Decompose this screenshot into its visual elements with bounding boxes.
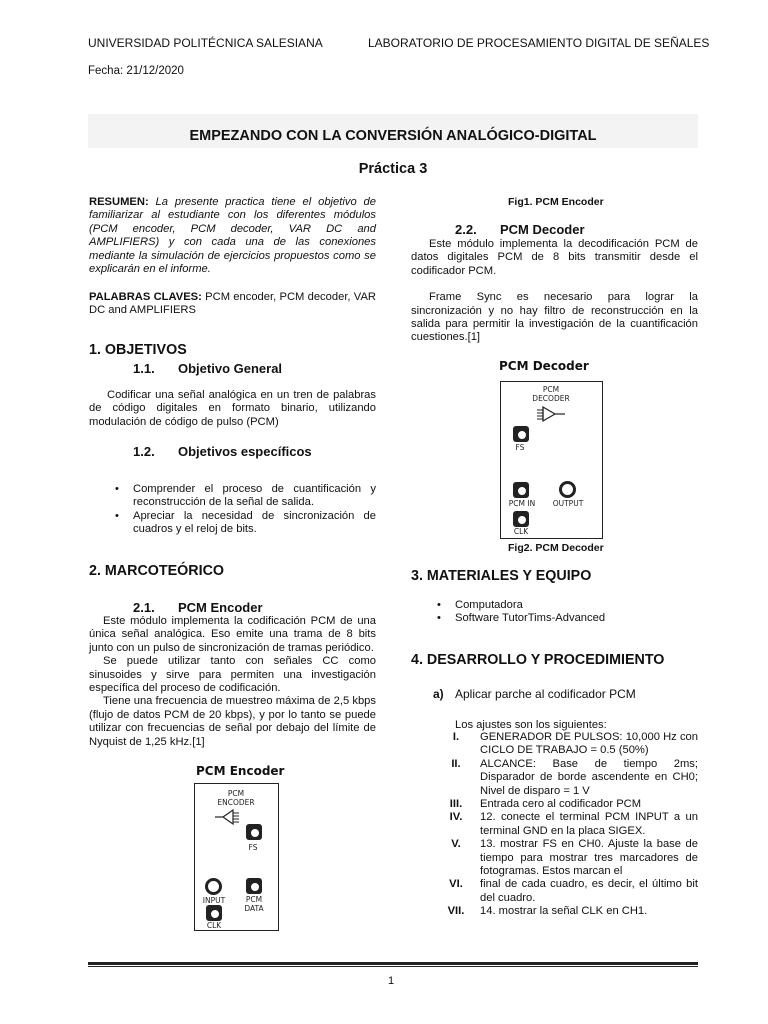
item-number: V. bbox=[451, 838, 461, 851]
item-text: 12. conecte el terminal PCM INPUT a un terminal GND en la placa SIGEX. bbox=[480, 811, 698, 837]
item-text: 14. mostrar la señal CLK en CH1. bbox=[480, 905, 648, 918]
specific-objectives-list bbox=[105, 483, 376, 537]
list-item: • Comprender el proceso de cuantificación y reconstrucción de la señal de salida. bbox=[105, 483, 376, 510]
encoder-paragraph-1: Este módulo implementa la codificación PCM de una única señal analógica. Eso emite una trama de 8 bits junto con un pulso de sincronización de tramas periódico. bbox=[89, 615, 376, 654]
encoder-name-line2: ENCODER bbox=[217, 797, 255, 807]
encoder-symbol-icon bbox=[215, 807, 249, 827]
keywords bbox=[89, 291, 376, 318]
item-number: IV. bbox=[449, 811, 463, 824]
section-1-heading: 1. OBJETIVOS bbox=[89, 342, 187, 358]
section-1-2-number: 1.2. bbox=[133, 444, 155, 459]
section-4-heading: 4. DESARROLLO Y PROCEDIMIENTO bbox=[411, 652, 665, 668]
encoder-figure-title: PCM Encoder bbox=[196, 764, 285, 778]
item-number: I. bbox=[452, 731, 460, 743]
decoder-pcm-in-socket bbox=[513, 482, 529, 498]
list-item bbox=[432, 905, 698, 918]
section-2-heading: 2. MARCOTEÓRICO bbox=[89, 563, 225, 579]
list-item bbox=[432, 758, 698, 798]
list-item: • Apreciar la necesidad de sincronización de cuadros y el reloj de bits. bbox=[105, 510, 376, 537]
encoder-paragraph-2: Se puede utilizar tanto con señales CC como sinusoides y sirve para permiten una investigación específica del proceso de codificación. bbox=[89, 655, 376, 695]
section-1-2-title: Objetivos específicos bbox=[178, 444, 312, 459]
step-a-label: a) bbox=[433, 687, 444, 701]
document-subtitle: Práctica 3 bbox=[358, 161, 428, 177]
section-2-2-heading bbox=[455, 223, 585, 236]
section-2-2-title: PCM Decoder bbox=[500, 222, 585, 237]
pcm-encoder-module bbox=[194, 783, 279, 931]
encoder-pcm-data-label bbox=[240, 896, 268, 913]
item-number: VII. bbox=[447, 905, 465, 918]
section-2-1-heading bbox=[133, 601, 263, 614]
date: Fecha: 21/12/2020 bbox=[88, 65, 184, 77]
header-lab: LABORATORIO DE PROCESAMIENTO DIGITAL DE SEÑALES bbox=[368, 36, 710, 50]
fig1-caption: Fig1. PCM Encoder bbox=[508, 196, 604, 208]
list-item bbox=[432, 878, 698, 905]
list-item: • Computadora bbox=[427, 599, 698, 612]
section-2-1-title: PCM Encoder bbox=[178, 600, 263, 615]
pcm-decoder-module bbox=[500, 381, 603, 539]
list-item bbox=[432, 731, 698, 758]
settings-list bbox=[432, 731, 698, 919]
list-item: • Software TutorTims-Advanced bbox=[427, 612, 698, 625]
item-text: 13. mostrar FS en CH0. Ajuste la base de tiempo para mostrar tres marcadores de fotogramas. Estos marcan el bbox=[480, 838, 698, 878]
footer-rule-thin bbox=[88, 966, 698, 967]
section-1-2-heading bbox=[133, 445, 312, 458]
encoder-description bbox=[89, 615, 376, 749]
list-item bbox=[432, 798, 698, 811]
fig2-caption: Fig2. PCM Decoder bbox=[508, 542, 604, 554]
item-number: VI. bbox=[449, 878, 463, 891]
section-2-2-number: 2.2. bbox=[455, 222, 477, 237]
encoder-name-line1: PCM bbox=[227, 789, 245, 798]
decoder-fs-socket bbox=[513, 426, 529, 442]
keywords-label: PALABRAS CLAVES: bbox=[89, 291, 202, 303]
objective-general-text: Codificar una señal analógica en un tren de palabras de código digitales en formato binario, utilizando modulación de código de pulso (PCM) bbox=[89, 389, 376, 428]
section-2-1-number: 2.1. bbox=[133, 600, 155, 615]
decoder-name-line1: PCM bbox=[542, 385, 560, 394]
decoder-description bbox=[411, 238, 698, 345]
decoder-name-line2: DECODER bbox=[532, 393, 570, 403]
section-1-1-heading bbox=[133, 362, 282, 375]
item-text: GENERADOR DE PULSOS: 10,000 Hz con CICLO DE TRABAJO = 0.5 (50%) bbox=[480, 731, 698, 757]
encoder-input-label: INPUT bbox=[202, 896, 226, 905]
decoder-paragraph-2: Frame Sync es necesario para lograr la sincronización y no hay filtro de reconstrucción en la salida para permitir la investigación de la cuantificación cuestiones.[1] bbox=[411, 291, 698, 344]
abstract bbox=[89, 196, 376, 276]
page-number: 1 bbox=[388, 975, 395, 987]
encoder-paragraph-3: Tiene una frecuencia de muestreo máxima de 2,5 kbps (flujo de datos PCM de 20 kbps), y por lo tanto se puede utilizar con frecuencias de señal por debajo del límite de Nyquist de 1,25 kHz.[1] bbox=[89, 695, 376, 748]
footer-rule-thick bbox=[88, 962, 698, 965]
settings-intro: Los ajustes son los siguientes: bbox=[455, 719, 607, 731]
item-number: III. bbox=[449, 798, 463, 811]
decoder-output-socket bbox=[559, 481, 576, 498]
decoder-clk-socket bbox=[513, 511, 529, 527]
list-item bbox=[432, 838, 698, 878]
document-title: EMPEZANDO CON LA CONVERSIÓN ANALÓGICO-DIGITAL bbox=[189, 128, 597, 144]
decoder-clk-label: CLK bbox=[513, 527, 529, 536]
step-a bbox=[433, 688, 636, 701]
decoder-figure-title: PCM Decoder bbox=[499, 359, 589, 373]
decoder-paragraph-1: Este módulo implementa la decodificación PCM de datos digitales PCM de 8 bits transmitir desde el codificador PCM. bbox=[411, 238, 698, 277]
abstract-text: La presente practica tiene el objetivo de familiarizar al estudiante con los diferentes módulos (PCM encoder, PCM decoder, VAR DC and AMPLIFIERS) y con cada una de las conexiones mediante la simulación de ejercicios propuestos como se explicarán en el informe. bbox=[89, 196, 376, 276]
section-3-heading: 3. MATERIALES Y EQUIPO bbox=[411, 568, 592, 584]
encoder-name-label bbox=[195, 790, 277, 807]
encoder-pcm-data-line1: PCM bbox=[245, 895, 263, 904]
encoder-pcm-data-line2: DATA bbox=[244, 903, 264, 913]
decoder-fs-label: FS bbox=[515, 443, 525, 452]
step-a-text: Aplicar parche al codificador PCM bbox=[455, 687, 636, 701]
decoder-output-label: OUTPUT bbox=[552, 499, 584, 508]
keywords-text: PCM encoder, PCM decoder, VAR DC and AMPLIFIERS bbox=[89, 291, 376, 317]
item-number: II. bbox=[451, 757, 461, 770]
abstract-label: RESUMEN: bbox=[89, 196, 149, 208]
encoder-fs-socket bbox=[246, 824, 262, 840]
encoder-fs-label: FS bbox=[248, 843, 258, 852]
encoder-clk-socket bbox=[206, 905, 222, 921]
decoder-symbol-icon bbox=[533, 404, 569, 424]
header-university: UNIVERSIDAD POLITÉCNICA SALESIANA bbox=[88, 36, 323, 50]
section-1-1-title: Objetivo General bbox=[178, 361, 283, 376]
item-text: Entrada cero al codificador PCM bbox=[480, 798, 642, 811]
encoder-input-socket bbox=[205, 878, 222, 895]
item-text: final de cada cuadro, es decir, el último bit del cuadro. bbox=[480, 878, 698, 904]
section-1-1-number: 1.1. bbox=[133, 361, 155, 376]
item-text: ALCANCE: Base de tiempo 2ms; Disparador de borde ascendente en CH0; Nivel de disparo = 1 V bbox=[480, 757, 698, 797]
list-item bbox=[432, 811, 698, 838]
materials-list bbox=[427, 599, 698, 626]
encoder-clk-label: CLK bbox=[206, 921, 222, 930]
decoder-pcm-in-label: PCM IN bbox=[508, 499, 536, 508]
decoder-name-label bbox=[501, 386, 601, 403]
encoder-pcm-data-socket bbox=[246, 878, 262, 894]
